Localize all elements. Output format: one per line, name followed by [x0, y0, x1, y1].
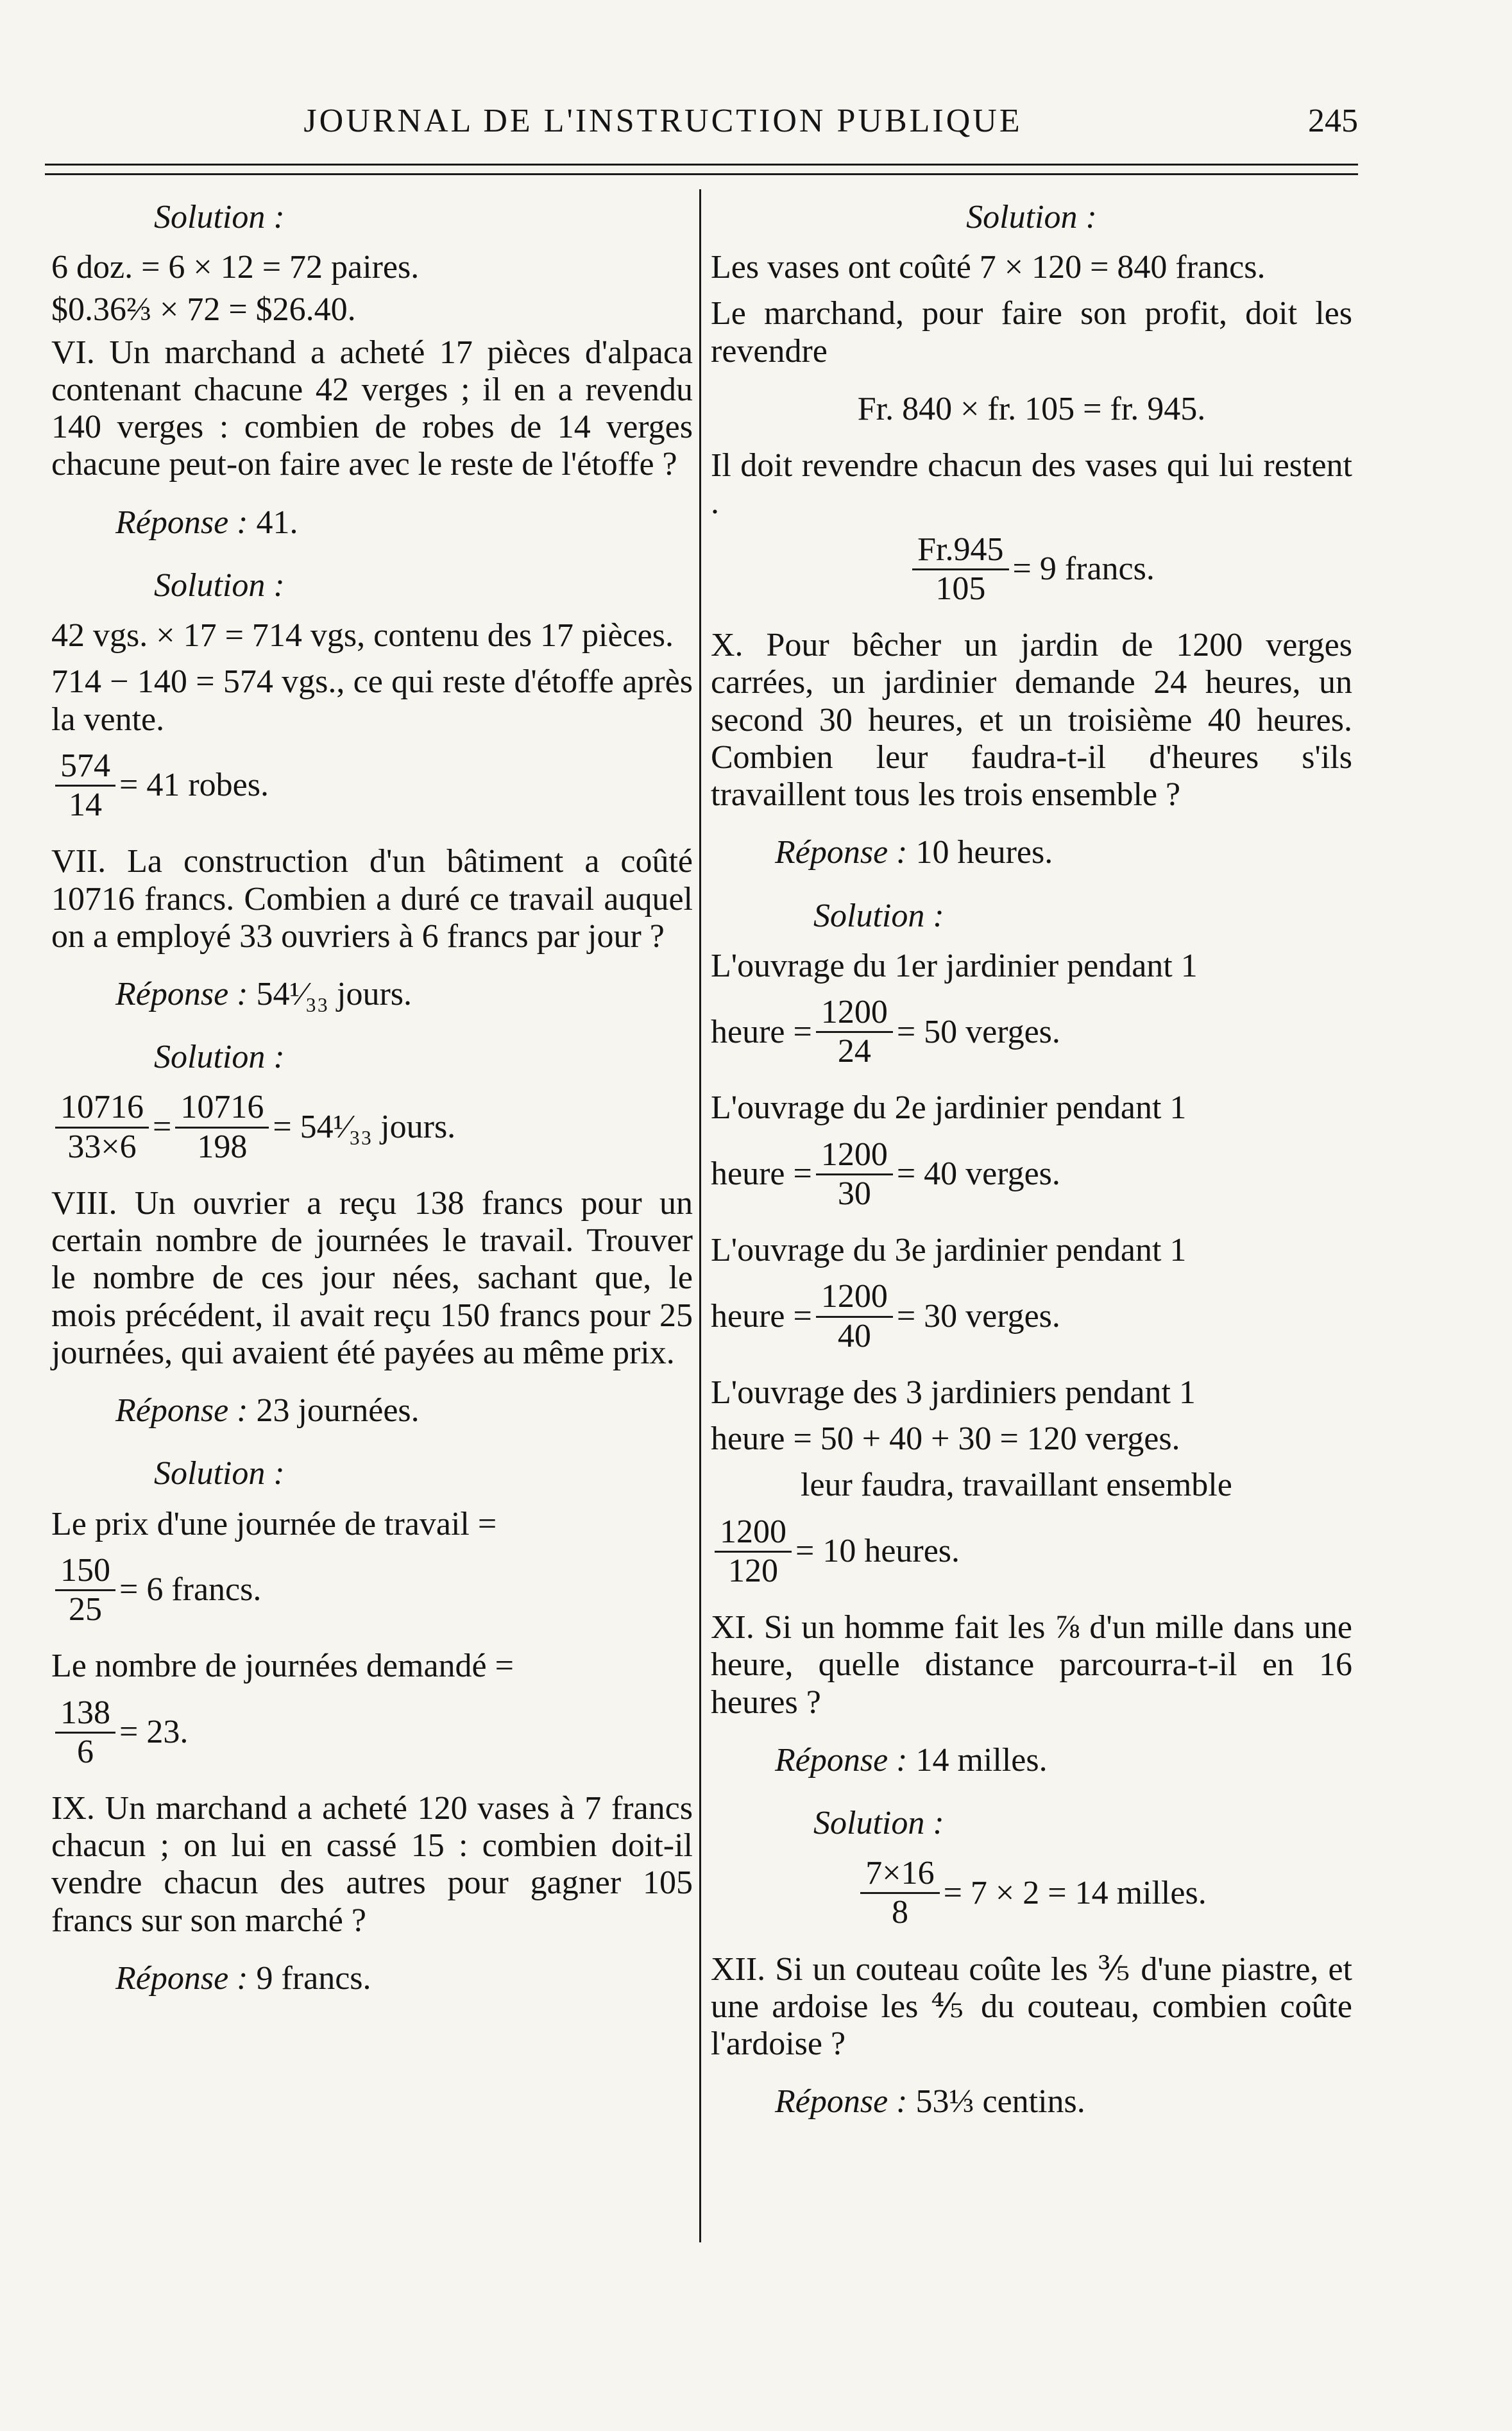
equation-result: = 40 verges.	[896, 1156, 1060, 1193]
equation-prefix: heure =	[711, 1013, 812, 1050]
denominator: 25	[69, 1591, 102, 1628]
equation-result: = 23.	[119, 1714, 189, 1751]
equation-prefix: heure =	[711, 1298, 812, 1335]
answer-viii	[115, 1392, 693, 1429]
numerator: Fr.945	[912, 531, 1008, 570]
numerator: 150	[55, 1552, 115, 1591]
numerator: 1200	[816, 994, 893, 1033]
solution-heading: Solution :	[966, 199, 1097, 235]
solution-heading: Solution :	[154, 1455, 285, 1492]
running-title: JOURNAL DE L'INSTRUCTION PUBLIQUE	[303, 103, 1023, 139]
fraction-equation	[711, 1136, 1352, 1213]
solution-line: Il doit revendre chacun des vases qui lui restent .	[711, 447, 1352, 522]
fraction	[55, 1694, 115, 1771]
solution-heading: Solution :	[154, 567, 285, 604]
solution-line: 42 vgs. × 17 = 714 vgs, contenu des 17 pièces.	[51, 617, 674, 654]
numerator: 10716	[175, 1089, 269, 1128]
equation-result: = 6 francs.	[119, 1571, 262, 1608]
fraction	[715, 1514, 792, 1590]
denominator: 8	[891, 1894, 908, 1931]
problem-xi: XI. Si un homme fait les ⅞ d'un mille dans une heure, quelle distance parcourra-t-il en 16 heures ?	[711, 1609, 1352, 1721]
fraction-equation	[51, 1694, 693, 1771]
answer-label: Réponse :	[115, 975, 248, 1012]
numerator: 10716	[55, 1089, 149, 1128]
denominator: 40	[837, 1317, 871, 1354]
numerator: 1200	[816, 1136, 893, 1175]
equation-result: = 7 × 2 = 14 milles.	[943, 1874, 1207, 1911]
problem-viii: VIII. Un ouvrier a reçu 138 francs pour un certain nombre de journées le travail. Trouver le nombre de ces jour nées, sachant que, le mois précédent, il avait reçu 150 francs pour 25 journées, qui avaient été payées au même prix.	[51, 1184, 693, 1371]
solution-heading: Solution :	[154, 1039, 285, 1076]
answer-label: Réponse :	[115, 504, 248, 541]
fraction	[816, 994, 893, 1070]
fraction-equation	[51, 747, 693, 824]
solution-line: $0.36⅔ × 72 = $26.40.	[51, 291, 356, 328]
answer-label: Réponse :	[775, 1741, 908, 1778]
denominator: 30	[837, 1175, 871, 1212]
page-header	[45, 103, 1358, 154]
solution-heading: Solution :	[154, 199, 285, 235]
solution-line: 714 − 140 = 574 vgs., ce qui reste d'étoffe après la vente.	[51, 663, 693, 738]
numerator: 574	[55, 747, 115, 787]
solution-line: 6 doz. = 6 × 12 = 72 paires.	[51, 249, 420, 286]
fraction	[912, 531, 1008, 608]
numerator: 138	[55, 1694, 115, 1734]
answer-ix	[115, 1960, 693, 1997]
solution-line: Le prix d'une journée de travail =	[51, 1505, 497, 1542]
fraction-equation	[711, 1855, 1352, 1931]
answer-x	[775, 834, 1352, 871]
solution-line: Fr. 840 × fr. 105 = fr. 945.	[857, 390, 1206, 427]
answer-vii	[115, 976, 693, 1013]
denominator: 6	[77, 1733, 94, 1770]
fraction	[175, 1089, 269, 1165]
solution-heading: Solution :	[813, 1804, 944, 1841]
denominator: 14	[69, 787, 102, 824]
denominator: 120	[728, 1552, 778, 1589]
fraction	[55, 1552, 115, 1628]
solution-line: L'ouvrage du 3e jardinier pendant 1	[711, 1232, 1187, 1269]
problem-x: X. Pour bêcher un jardin de 1200 verges carrées, un jardinier demande 24 heures, un second 30 heures, et un troisième 40 heures. Combien leur faudra-t-il d'heures s'ils travaillent tous les trois ensemble ?	[711, 627, 1352, 814]
fraction	[860, 1855, 939, 1931]
solution-line: Les vases ont coûté 7 × 120 = 840 francs.	[711, 249, 1266, 286]
answer-label: Réponse :	[115, 1392, 248, 1429]
header-rule-top	[45, 164, 1358, 166]
equation-result: = 9 francs.	[1012, 550, 1155, 588]
equation-result: = 41 robes.	[119, 767, 269, 804]
solution-line: L'ouvrage des 3 jardiniers pendant 1	[711, 1374, 1196, 1411]
denominator: 105	[935, 570, 986, 607]
problem-xii: XII. Si un couteau coûte les ⅗ d'une piastre, et une ardoise les ⅘ du couteau, combien coûte l'ardoise ?	[711, 1950, 1352, 2063]
answer-xi	[775, 1742, 1352, 1779]
denominator: 198	[197, 1128, 248, 1165]
answer-value: 10 heures.	[915, 834, 1053, 871]
problem-vii: VII. La construction d'un bâtiment a coûté 10716 francs. Combien a duré ce travail auquel on a employé 33 ouvriers à 6 francs par jour ?	[51, 843, 693, 955]
numerator: 7×16	[860, 1855, 939, 1894]
answer-label: Réponse :	[775, 834, 908, 871]
solution-line: L'ouvrage du 2e jardinier pendant 1	[711, 1089, 1187, 1127]
fraction-equation	[51, 1552, 693, 1628]
denominator: 24	[837, 1033, 871, 1070]
fraction	[55, 747, 115, 824]
fraction-equation	[711, 994, 1352, 1070]
problem-ix: IX. Un marchand a acheté 120 vases à 7 francs chacun ; on lui en cassé 15 : combien doit-il vendre chacun des autres pour gagner 105 francs sur son marché ?	[51, 1789, 693, 1939]
fraction-equation	[711, 1514, 1352, 1590]
equation-prefix: heure =	[711, 1156, 812, 1193]
answer-value: 54¹⁄₃₃ jours.	[256, 975, 412, 1012]
header-rule-bottom	[45, 173, 1358, 175]
equation-result: = 10 heures.	[795, 1533, 960, 1570]
fraction	[55, 1089, 149, 1165]
fraction-equation	[711, 531, 1352, 608]
fraction-equation	[51, 1089, 693, 1165]
solution-line: L'ouvrage du 1er jardinier pendant 1	[711, 947, 1198, 984]
equals-sign: =	[153, 1109, 172, 1146]
page-number: 245	[1308, 103, 1358, 139]
answer-value: 9 francs.	[256, 1959, 371, 1997]
solution-line: leur faudra, travaillant ensemble	[801, 1467, 1232, 1504]
answer-value: 53⅓ centins.	[915, 2083, 1085, 2120]
fraction-equation	[711, 1278, 1352, 1354]
equation-result: = 54¹⁄₃₃ jours.	[273, 1109, 456, 1146]
answer-value: 41.	[256, 504, 298, 541]
column-divider	[699, 189, 701, 2242]
answer-value: 14 milles.	[915, 1741, 1048, 1778]
denominator: 33×6	[67, 1128, 137, 1165]
equation-result: = 30 verges.	[896, 1298, 1060, 1335]
solution-line: Le marchand, pour faire son profit, doit les revendre	[711, 295, 1352, 370]
answer-label: Réponse :	[115, 1959, 248, 1997]
right-column	[711, 199, 1352, 2147]
answer-value: 23 journées.	[256, 1392, 420, 1429]
answer-label: Réponse :	[775, 2083, 908, 2120]
fraction	[816, 1136, 893, 1213]
answer-xii	[775, 2083, 1352, 2120]
numerator: 1200	[715, 1514, 792, 1553]
equation-result: = 50 verges.	[896, 1013, 1060, 1050]
solution-line: heure = 50 + 40 + 30 = 120 verges.	[711, 1420, 1180, 1458]
left-column	[51, 199, 693, 2023]
answer-vi	[115, 504, 693, 542]
solution-heading: Solution :	[813, 897, 944, 934]
fraction	[816, 1278, 893, 1354]
numerator: 1200	[816, 1278, 893, 1317]
solution-line: Le nombre de journées demandé =	[51, 1648, 514, 1685]
problem-vi: VI. Un marchand a acheté 17 pièces d'alpaca contenant chacune 42 verges ; il en a revendu 140 verges : combien de robes de 14 verges chacune peut-on faire avec le reste de l'étoffe ?	[51, 334, 693, 483]
